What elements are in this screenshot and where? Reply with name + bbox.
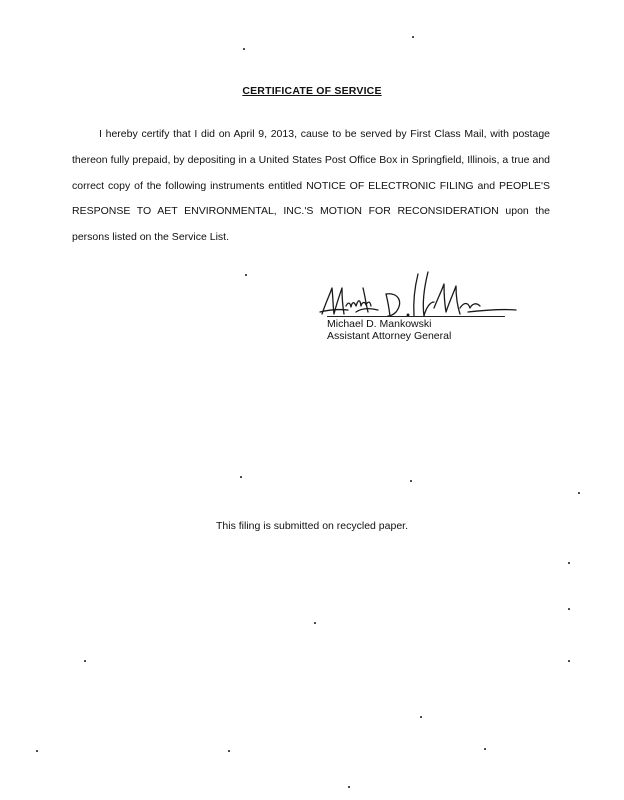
signer-title: Assistant Attorney General	[327, 330, 452, 342]
scan-speck	[36, 750, 38, 752]
scan-speck	[412, 36, 414, 38]
scan-speck	[348, 786, 350, 788]
signer-name: Michael D. Mankowski	[327, 318, 432, 330]
scan-speck	[568, 608, 570, 610]
scan-speck	[410, 480, 412, 482]
scan-speck	[578, 492, 580, 494]
scan-speck	[228, 750, 230, 752]
document-title: CERTIFICATE OF SERVICE	[242, 85, 382, 97]
scan-speck	[568, 660, 570, 662]
scan-speck	[420, 716, 422, 718]
scan-speck	[314, 622, 316, 624]
scan-speck	[240, 476, 242, 478]
scan-speck	[484, 748, 486, 750]
scan-speck	[84, 660, 86, 662]
scan-speck	[568, 562, 570, 564]
scan-speck	[245, 274, 247, 276]
recycled-paper-note: This filing is submitted on recycled paper.	[215, 520, 408, 532]
scan-speck	[243, 48, 245, 50]
certificate-body: I hereby certify that I did on April 9, 2013, cause to be served by First Class Mail, with postage thereon fully prepaid, by depositing in a United States Post Office Box in Springfield, Illinois, a true and correct copy of the following instruments entitled NOTICE OF ELECTRONIC FILING and PEOPLE'S RESPONSE TO AET ENVIRONMENTAL, INC.'S MOTION FOR RECONSIDERATION upon the persons listed on the Service List.	[72, 128, 550, 244]
signature-line	[327, 316, 505, 317]
